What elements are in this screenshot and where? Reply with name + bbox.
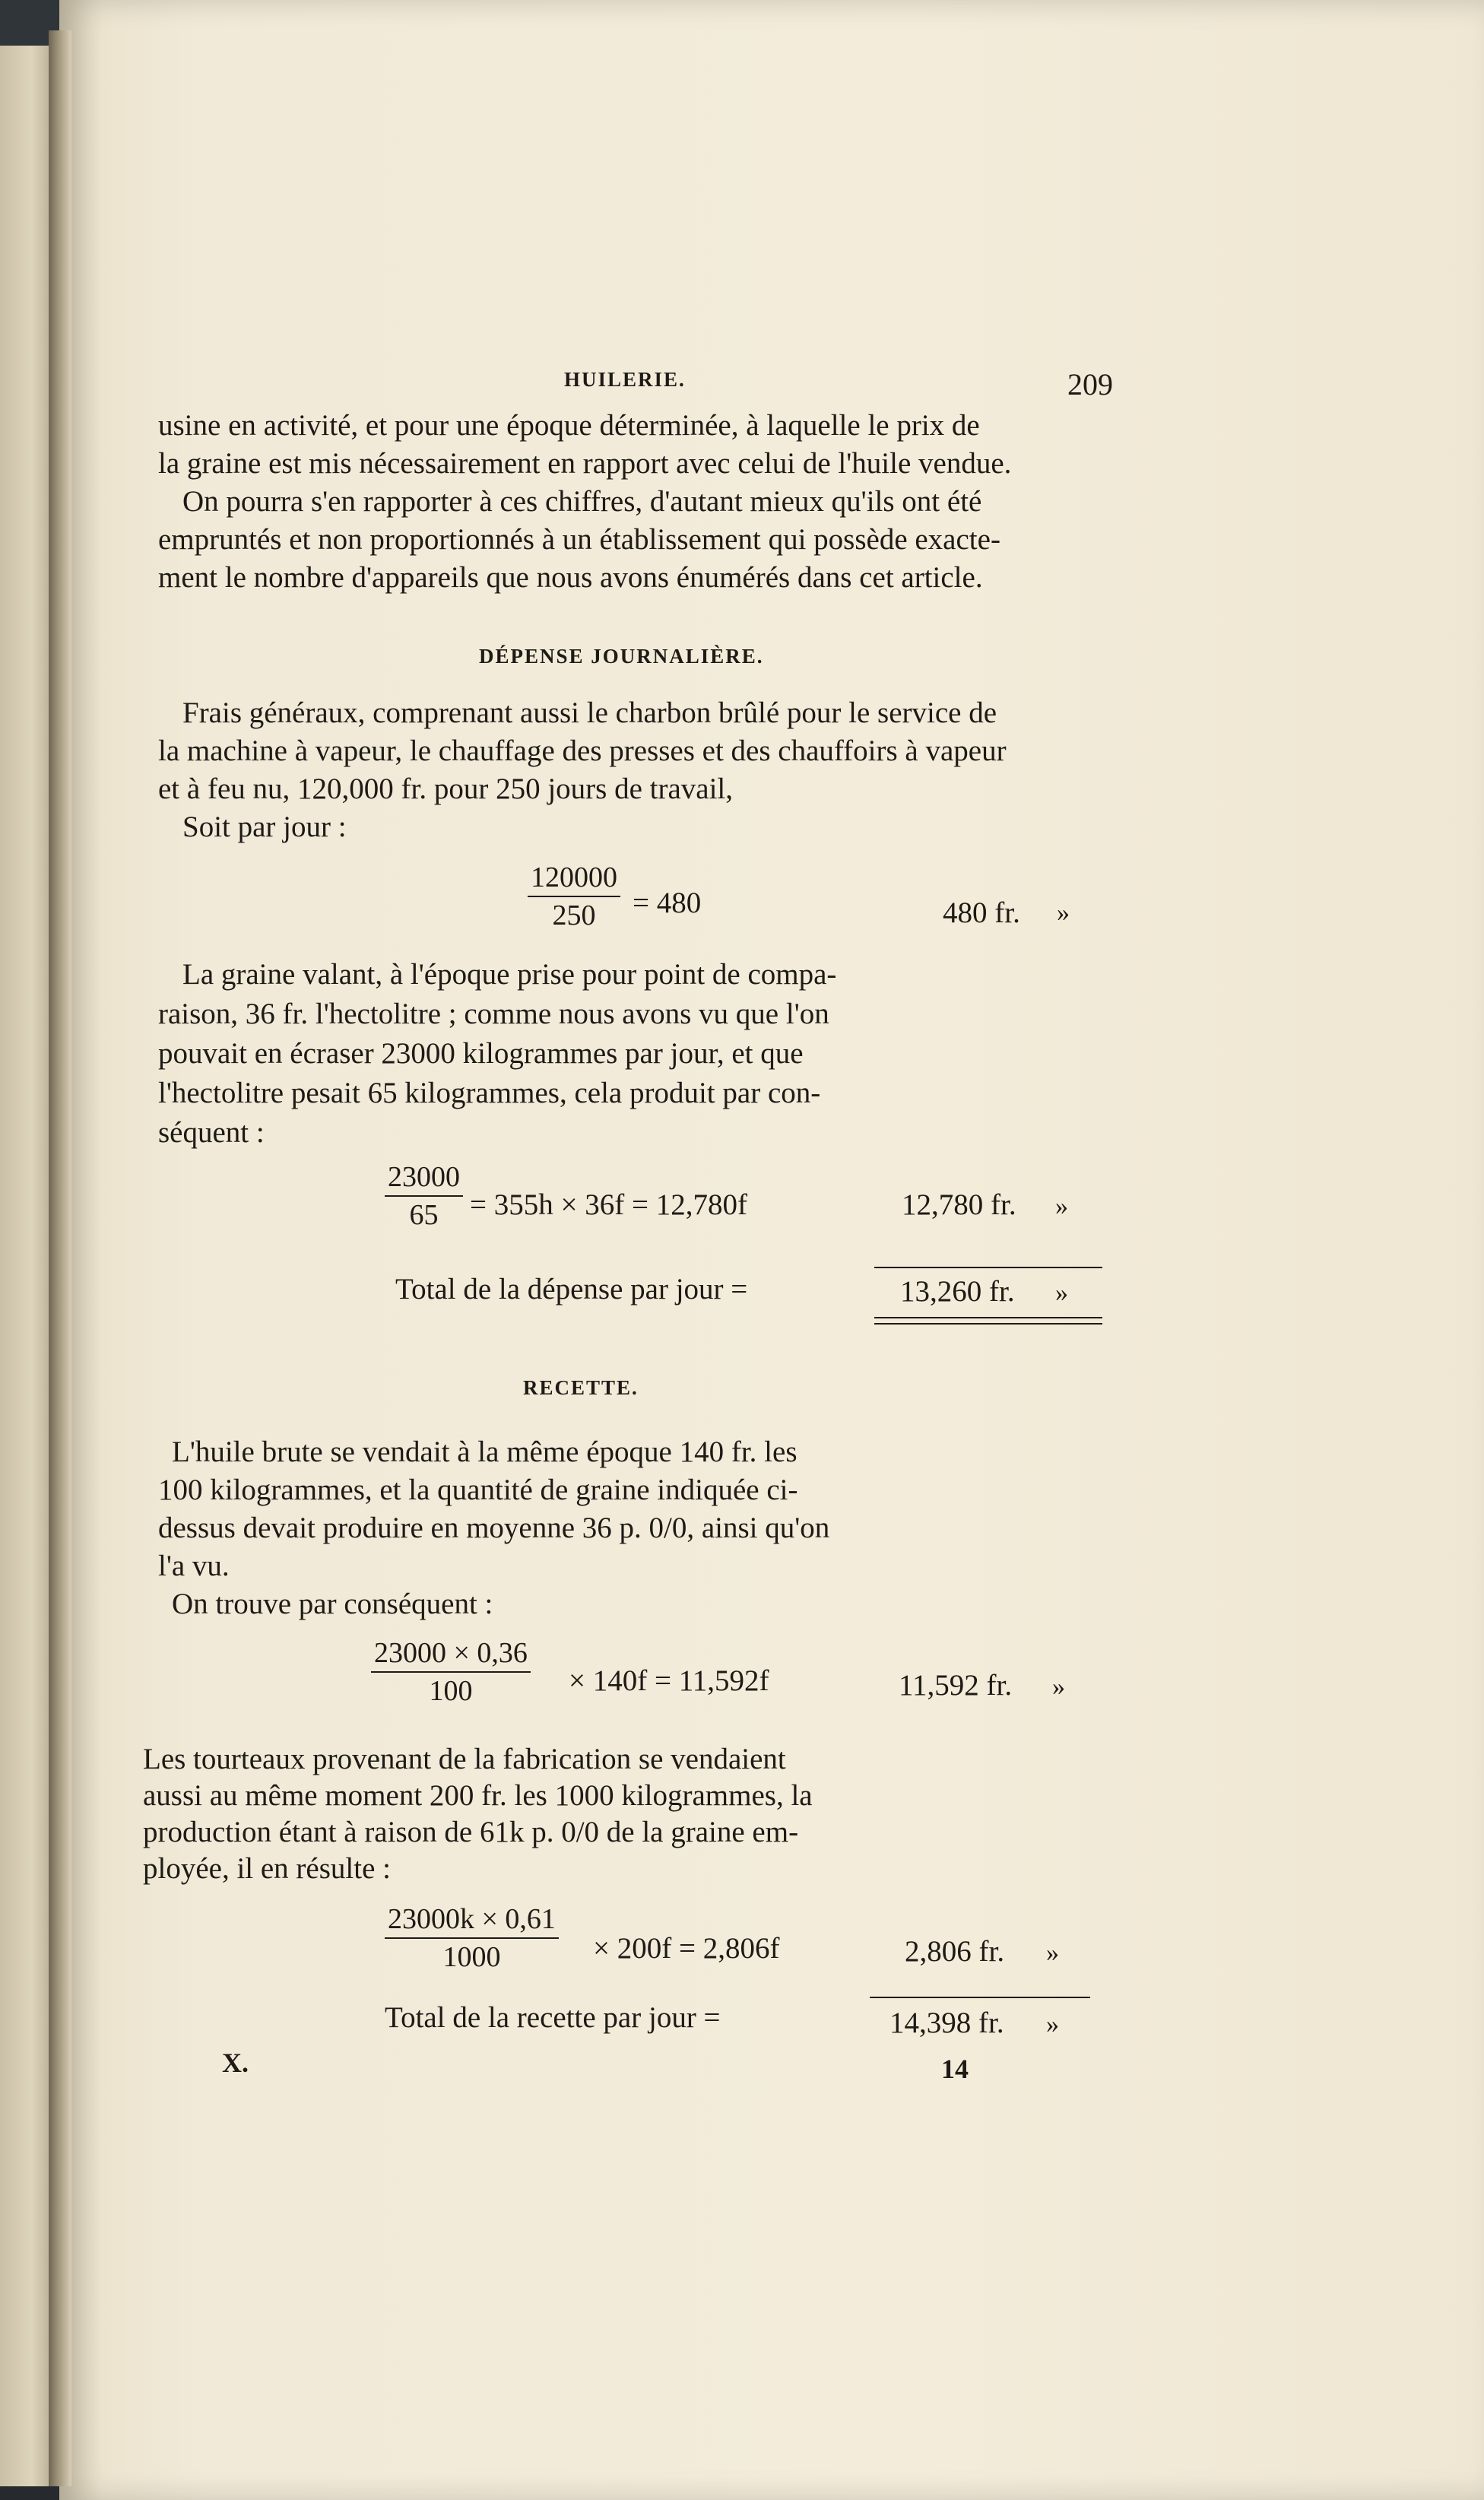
expense-line: Frais généraux, comprenant aussi le charbon brûlé pour le service de <box>182 696 997 729</box>
total-amount: 13,260 fr. <box>900 1275 1015 1308</box>
fraction-numerator: 120000 <box>528 861 620 897</box>
income-line: dessus devait produire en moyenne 36 p. 0/0, ainsi qu'on <box>158 1512 830 1544</box>
fraction-denominator: 250 <box>552 899 596 931</box>
ditto-mark: » <box>1052 1673 1065 1701</box>
fraction-numerator: 23000 <box>385 1160 463 1197</box>
income-line: aussi au même moment 200 fr. les 1000 kilogrammes, la <box>143 1779 813 1812</box>
expense-line: pouvait en écraser 23000 kilogrammes par jour, et que <box>158 1037 804 1070</box>
fraction <box>371 1636 531 1708</box>
expense-line: raison, 36 fr. l'hectolitre ; comme nous avons vu que l'on <box>158 998 829 1030</box>
formula-result: × 200f = 2,806f <box>593 1932 780 1965</box>
formula-result: = 355h × 36f = 12,780f <box>470 1188 747 1221</box>
income-line: production étant à raison de 61k p. 0/0 de la graine em- <box>143 1816 799 1848</box>
fraction-numerator: 23000k × 0,61 <box>385 1902 559 1939</box>
fraction <box>385 1160 463 1232</box>
income-line: 100 kilogrammes, et la quantité de graine indiquée ci- <box>158 1474 798 1506</box>
sum-rule <box>874 1267 1102 1268</box>
intro-line: ment le nombre d'appareils que nous avons énumérés dans cet article. <box>158 561 983 594</box>
formula-result: = 480 <box>633 887 702 919</box>
expense-line: la machine à vapeur, le chauffage des presses et des chauffoirs à vapeur <box>158 734 1007 767</box>
sum-rule <box>870 1997 1090 1998</box>
page-number: 209 <box>1067 367 1113 401</box>
book-binding <box>49 30 71 2486</box>
income-line: L'huile brute se vendait à la même époque 140 fr. les <box>172 1436 797 1468</box>
income-line: ployée, il en résulte : <box>143 1852 391 1885</box>
signature-mark-left: X. <box>222 2048 249 2078</box>
section-title-income: RECETTE. <box>523 1376 639 1399</box>
expense-line: La graine valant, à l'époque prise pour point de compa- <box>182 958 837 991</box>
fraction-denominator: 1000 <box>442 1941 501 1973</box>
running-header: HUILERIE. <box>564 368 686 391</box>
expense-line: et à feu nu, 120,000 fr. pour 250 jours de travail, <box>158 773 733 805</box>
intro-line: empruntés et non proportionnés à un établissement qui possède exacte- <box>158 523 1000 556</box>
ditto-mark: » <box>1046 1939 1059 1967</box>
ditto-mark: » <box>1055 1279 1068 1307</box>
fraction-denominator: 65 <box>409 1199 439 1231</box>
book-page <box>59 0 1484 2500</box>
total-label: Total de la dépense par jour = <box>395 1273 748 1306</box>
fraction <box>528 861 620 932</box>
income-line: Les tourteaux provenant de la fabrication se vendaient <box>143 1743 786 1775</box>
fraction-numerator: 23000 × 0,36 <box>371 1636 531 1673</box>
amount: 11,592 fr. <box>899 1669 1013 1702</box>
facing-page-edge <box>0 46 53 2486</box>
fraction-denominator: 100 <box>429 1675 473 1707</box>
amount: 2,806 fr. <box>905 1935 1005 1968</box>
income-line: l'a vu. <box>158 1550 230 1582</box>
amount: 480 fr. <box>943 896 1020 929</box>
signature-mark-right: 14 <box>941 2054 969 2084</box>
income-line: On trouve par conséquent : <box>172 1588 493 1620</box>
ditto-mark: » <box>1057 899 1070 927</box>
intro-line: On pourra s'en rapporter à ces chiffres, d'autant mieux qu'ils ont été <box>182 485 982 518</box>
ditto-mark: » <box>1055 1192 1068 1220</box>
total-amount: 14,398 fr. <box>889 2007 1004 2039</box>
intro-line: la graine est mis nécessairement en rapport avec celui de l'huile vendue. <box>158 447 1012 480</box>
expense-line: Soit par jour : <box>182 811 347 843</box>
intro-line: usine en activité, et pour une époque déterminée, à laquelle le prix de <box>158 409 980 442</box>
ditto-mark: » <box>1046 2010 1059 2038</box>
fraction <box>385 1902 559 1974</box>
double-rule-top <box>874 1317 1102 1318</box>
amount: 12,780 fr. <box>902 1188 1016 1221</box>
expense-line: séquent : <box>158 1116 265 1149</box>
expense-line: l'hectolitre pesait 65 kilogrammes, cela produit par con- <box>158 1077 821 1109</box>
formula-result: × 140f = 11,592f <box>569 1664 769 1697</box>
total-label: Total de la recette par jour = <box>385 2001 721 2034</box>
section-title-expense: DÉPENSE JOURNALIÈRE. <box>479 645 764 668</box>
double-rule-bottom <box>874 1323 1102 1325</box>
